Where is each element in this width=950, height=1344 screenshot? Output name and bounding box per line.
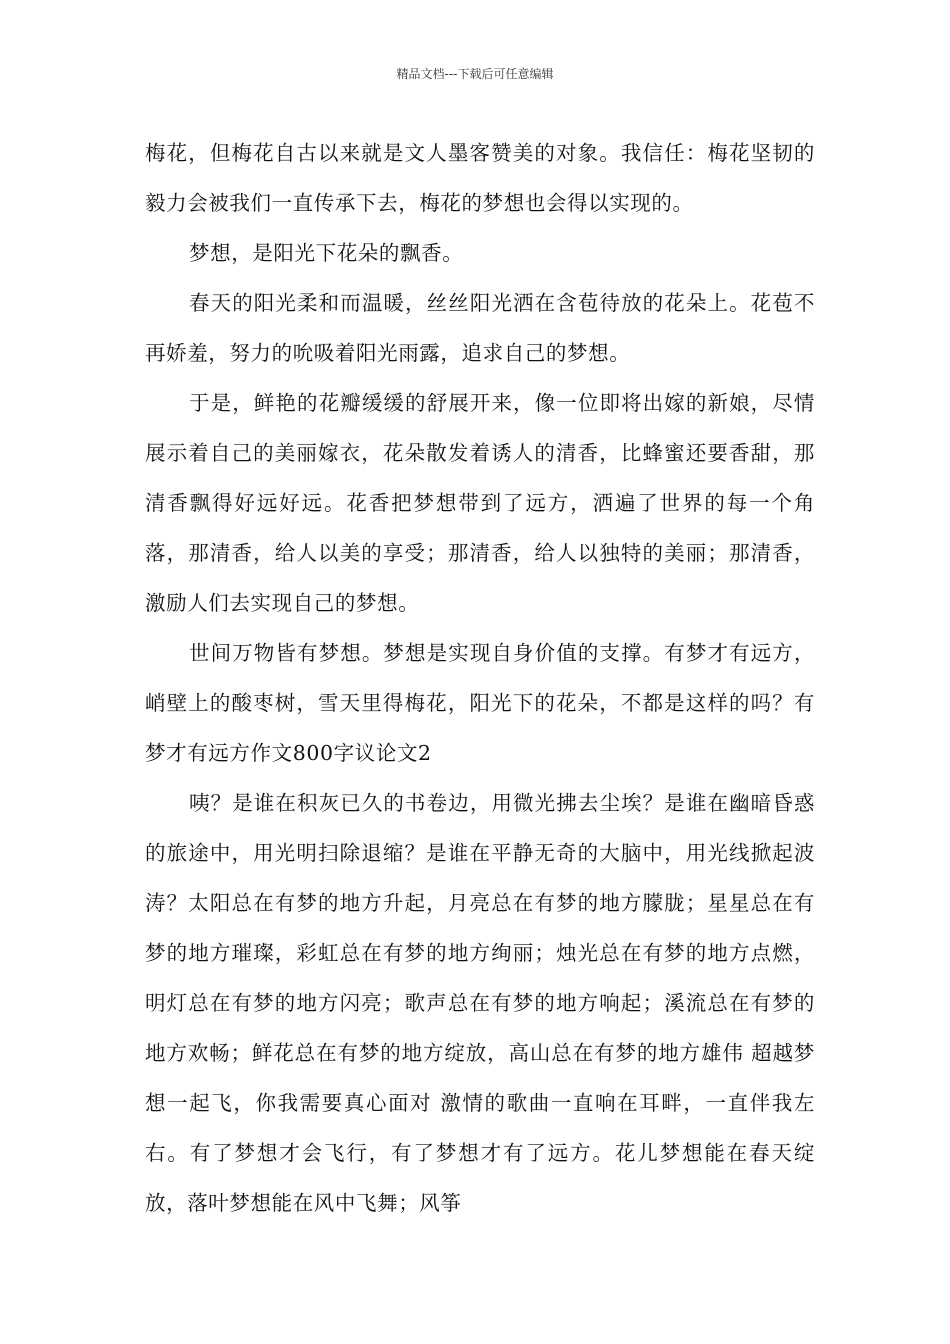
document-body [145, 128, 815, 1228]
paragraph: 世间万物皆有梦想。梦想是实现自身价值的支撑。有梦才有远方，峭壁上的酸枣树，雪天里得梅花，阳光下的花朵，不都是这样的吗？有梦才有远方作文800字议论文2 [145, 641, 815, 765]
page-header: 精品文档---下载后可任意编辑 [396, 67, 554, 81]
paragraph: 梅花，但梅花自古以来就是文人墨客赞美的对象。我信任：梅花坚韧的毅力会被我们一直传承下去，梅花的梦想也会得以实现的。 [145, 141, 815, 215]
paragraph: 咦？是谁在积灰已久的书卷边，用微光拂去尘埃？是谁在幽暗昏惑的旅途中，用光明扫除退缩？是谁在平静无奇的大脑中，用光线掀起波涛？太阳总在有梦的地方升起，月亮总在有梦的地方朦胧；星星总在有梦的地方璀璨，彩虹总在有梦的地方绚丽；烛光总在有梦的地方点燃，明灯总在有梦的地方闪亮；歌声总在有梦的地方响起；溪流总在有梦的地方欢畅；鲜花总在有梦的地方绽放，高山总在有梦的地方雄伟 超越梦想一起飞，你我需要真心面对 激情的歌曲一直响在耳畔，一直伴我左右。有了梦想才会飞行，有了梦想才有了远方。花儿梦想能在春天绽放，落叶梦想能在风中飞舞；风筝 [145, 791, 815, 1215]
paragraph: 于是，鲜艳的花瓣缓缓的舒展开来，像一位即将出嫁的新娘，尽情展示着自己的美丽嫁衣，花朵散发着诱人的清香，比蜂蜜还要香甜，那清香飘得好远好远。花香把梦想带到了远方，洒遍了世界的每一个角落，那清香，给人以美的享受；那清香，给人以独特的美丽；那清香，激励人们去实现自己的梦想。 [145, 391, 815, 615]
paragraph: 春天的阳光柔和而温暖，丝丝阳光洒在含苞待放的花朵上。花苞不再娇羞，努力的吮吸着阳光雨露，追求自己的梦想。 [145, 291, 815, 365]
paragraph: 梦想，是阳光下花朵的飘香。 [189, 241, 464, 265]
